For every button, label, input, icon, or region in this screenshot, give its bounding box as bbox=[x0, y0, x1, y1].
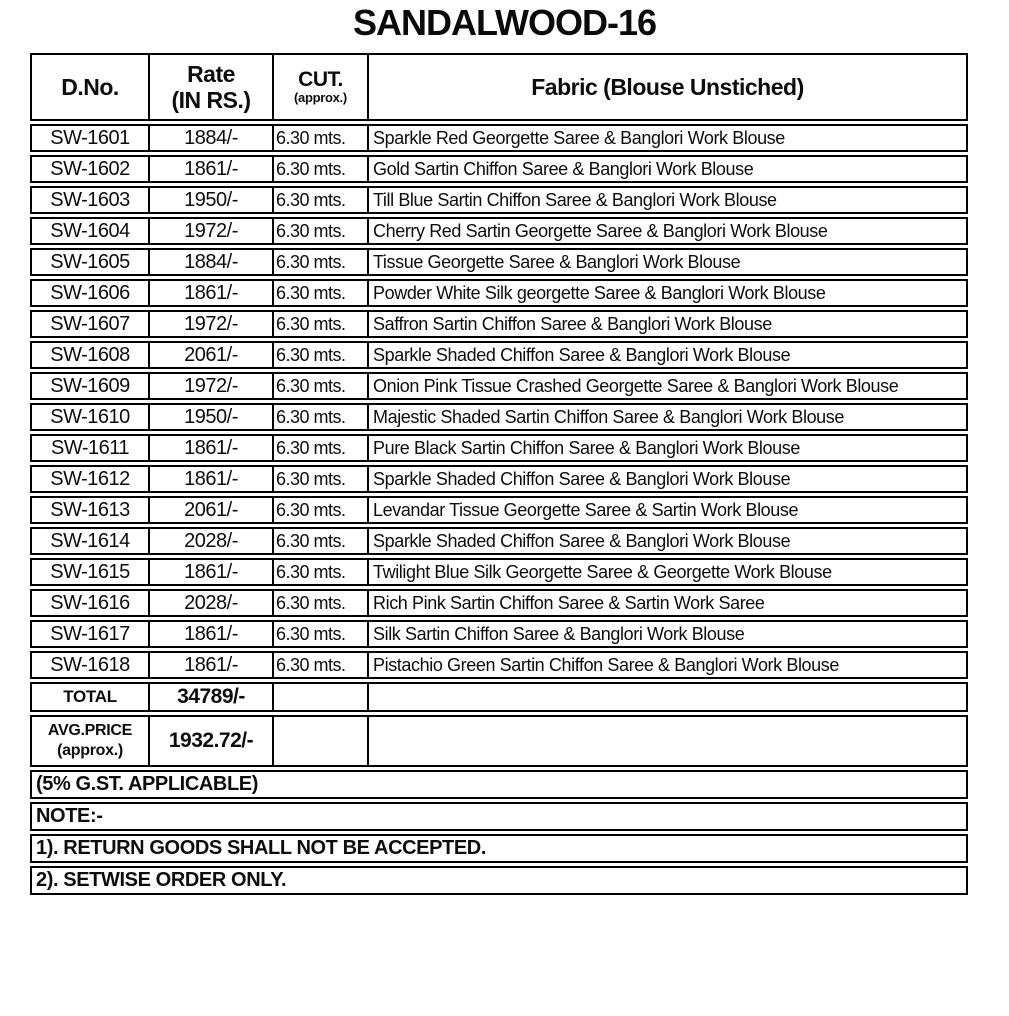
col-header-cut-line1: CUT. bbox=[298, 67, 343, 91]
table-summary bbox=[30, 682, 968, 767]
fabric-cell: Levandar Tissue Georgette Saree & Sartin Work Blouse bbox=[367, 496, 968, 524]
cut-cell: 6.30 mts. bbox=[272, 558, 367, 586]
rate-cell: 1861/- bbox=[148, 465, 272, 493]
note-1-text: 1). RETURN GOODS SHALL NOT BE ACCEPTED. bbox=[30, 834, 968, 863]
header-row bbox=[30, 53, 968, 121]
cut-cell: 6.30 mts. bbox=[272, 527, 367, 555]
rate-cell: 1884/- bbox=[148, 248, 272, 276]
cut-cell: 6.30 mts. bbox=[272, 310, 367, 338]
col-header-rate-line1: Rate bbox=[187, 60, 235, 87]
cut-cell: 6.30 mts. bbox=[272, 248, 367, 276]
fabric-cell: Pure Black Sartin Chiffon Saree & Banglori Work Blouse bbox=[367, 434, 968, 462]
fabric-cell: Sparkle Shaded Chiffon Saree & Banglori Work Blouse bbox=[367, 465, 968, 493]
dno-cell: SW-1603 bbox=[30, 186, 148, 214]
rate-cell: 1861/- bbox=[148, 651, 272, 679]
cut-cell: 6.30 mts. bbox=[272, 155, 367, 183]
dno-cell: SW-1615 bbox=[30, 558, 148, 586]
table-row bbox=[30, 186, 968, 214]
dno-cell: SW-1616 bbox=[30, 589, 148, 617]
dno-cell: SW-1618 bbox=[30, 651, 148, 679]
dno-cell: SW-1601 bbox=[30, 124, 148, 152]
fabric-cell: Majestic Shaded Sartin Chiffon Saree & Banglori Work Blouse bbox=[367, 403, 968, 431]
rate-cell: 1972/- bbox=[148, 217, 272, 245]
dno-cell: SW-1617 bbox=[30, 620, 148, 648]
table-row bbox=[30, 558, 968, 586]
cut-cell: 6.30 mts. bbox=[272, 124, 367, 152]
table-row bbox=[30, 465, 968, 493]
table-body bbox=[30, 124, 968, 679]
dno-cell: SW-1610 bbox=[30, 403, 148, 431]
avg-price-label-line1: AVG.PRICE bbox=[47, 722, 133, 739]
col-header-cut-line2: (approx.) bbox=[294, 89, 347, 105]
table-row bbox=[30, 496, 968, 524]
total-row bbox=[30, 682, 968, 712]
dno-cell: SW-1602 bbox=[30, 155, 148, 183]
avg-cut-empty-cell bbox=[272, 715, 367, 767]
total-value: 34789/- bbox=[148, 682, 272, 712]
price-list-table bbox=[30, 50, 968, 898]
fabric-cell: Sparkle Red Georgette Saree & Banglori Work Blouse bbox=[367, 124, 968, 152]
note-row-1 bbox=[30, 834, 968, 863]
table-row bbox=[30, 341, 968, 369]
rate-cell: 1861/- bbox=[148, 558, 272, 586]
cut-cell: 6.30 mts. bbox=[272, 620, 367, 648]
dno-cell: SW-1611 bbox=[30, 434, 148, 462]
dno-cell: SW-1612 bbox=[30, 465, 148, 493]
cut-cell: 6.30 mts. bbox=[272, 465, 367, 493]
rate-cell: 2061/- bbox=[148, 496, 272, 524]
fabric-cell: Silk Sartin Chiffon Saree & Banglori Work Blouse bbox=[367, 620, 968, 648]
avg-price-value: 1932.72/- bbox=[148, 715, 272, 767]
note-row-label bbox=[30, 802, 968, 831]
table-row bbox=[30, 403, 968, 431]
cut-cell: 6.30 mts. bbox=[272, 589, 367, 617]
total-cut-empty-cell bbox=[272, 682, 367, 712]
rate-cell: 1972/- bbox=[148, 310, 272, 338]
col-header-rate-line2: (IN RS.) bbox=[171, 87, 251, 113]
rate-cell: 1861/- bbox=[148, 279, 272, 307]
fabric-cell: Gold Sartin Chiffon Saree & Banglori Work Blouse bbox=[367, 155, 968, 183]
col-header-fabric-label: Fabric (Blouse Unstiched) bbox=[531, 73, 804, 100]
dno-cell: SW-1604 bbox=[30, 217, 148, 245]
page-title: SANDALWOOD-16 bbox=[352, 2, 657, 43]
dno-cell: SW-1613 bbox=[30, 496, 148, 524]
cut-cell: 6.30 mts. bbox=[272, 217, 367, 245]
dno-cell: SW-1608 bbox=[30, 341, 148, 369]
avg-price-label-line2: (approx.) bbox=[57, 742, 123, 759]
table-row bbox=[30, 217, 968, 245]
fabric-cell: Rich Pink Sartin Chiffon Saree & Sartin Work Saree bbox=[367, 589, 968, 617]
table-row bbox=[30, 155, 968, 183]
rate-cell: 1950/- bbox=[148, 403, 272, 431]
col-header-dno-label: D.No. bbox=[61, 73, 119, 100]
gst-note-text: (5% G.ST. APPLICABLE) bbox=[30, 770, 968, 799]
rate-cell: 1950/- bbox=[148, 186, 272, 214]
cut-cell: 6.30 mts. bbox=[272, 341, 367, 369]
dno-cell: SW-1607 bbox=[30, 310, 148, 338]
rate-cell: 1861/- bbox=[148, 434, 272, 462]
table-notes bbox=[30, 770, 968, 895]
cut-cell: 6.30 mts. bbox=[272, 279, 367, 307]
note-row-gst bbox=[30, 770, 968, 799]
table-row bbox=[30, 620, 968, 648]
fabric-cell: Sparkle Shaded Chiffon Saree & Banglori Work Blouse bbox=[367, 527, 968, 555]
table-row bbox=[30, 279, 968, 307]
dno-cell: SW-1606 bbox=[30, 279, 148, 307]
dno-cell: SW-1605 bbox=[30, 248, 148, 276]
col-header-rate bbox=[148, 53, 272, 121]
table-row bbox=[30, 589, 968, 617]
avg-fabric-empty-cell bbox=[367, 715, 968, 767]
rate-cell: 2028/- bbox=[148, 589, 272, 617]
table-row bbox=[30, 434, 968, 462]
rate-cell: 1972/- bbox=[148, 372, 272, 400]
table-row bbox=[30, 310, 968, 338]
avg-price-label bbox=[30, 715, 148, 767]
cut-cell: 6.30 mts. bbox=[272, 651, 367, 679]
table-row bbox=[30, 651, 968, 679]
fabric-cell: Saffron Sartin Chiffon Saree & Banglori Work Blouse bbox=[367, 310, 968, 338]
fabric-cell: Till Blue Sartin Chiffon Saree & Banglori Work Blouse bbox=[367, 186, 968, 214]
cut-cell: 6.30 mts. bbox=[272, 186, 367, 214]
cut-cell: 6.30 mts. bbox=[272, 496, 367, 524]
note-2-text: 2). SETWISE ORDER ONLY. bbox=[30, 866, 968, 895]
note-row-2 bbox=[30, 866, 968, 895]
rate-cell: 2028/- bbox=[148, 527, 272, 555]
rate-cell: 1884/- bbox=[148, 124, 272, 152]
fabric-cell: Twilight Blue Silk Georgette Saree & Georgette Work Blouse bbox=[367, 558, 968, 586]
table-row bbox=[30, 527, 968, 555]
cut-cell: 6.30 mts. bbox=[272, 403, 367, 431]
rate-cell: 2061/- bbox=[148, 341, 272, 369]
table-row bbox=[30, 372, 968, 400]
table-row bbox=[30, 248, 968, 276]
fabric-cell: Cherry Red Sartin Georgette Saree & Banglori Work Blouse bbox=[367, 217, 968, 245]
total-fabric-empty-cell bbox=[367, 682, 968, 712]
table-header bbox=[30, 53, 968, 121]
cut-cell: 6.30 mts. bbox=[272, 372, 367, 400]
rate-cell: 1861/- bbox=[148, 155, 272, 183]
dno-cell: SW-1614 bbox=[30, 527, 148, 555]
table-row bbox=[30, 124, 968, 152]
total-label: TOTAL bbox=[30, 682, 148, 712]
fabric-cell: Onion Pink Tissue Crashed Georgette Saree & Banglori Work Blouse bbox=[367, 372, 968, 400]
fabric-cell: Tissue Georgette Saree & Banglori Work Blouse bbox=[367, 248, 968, 276]
fabric-cell: Sparkle Shaded Chiffon Saree & Banglori Work Blouse bbox=[367, 341, 968, 369]
dno-cell: SW-1609 bbox=[30, 372, 148, 400]
col-header-cut bbox=[272, 53, 367, 121]
fabric-cell: Powder White Silk georgette Saree & Banglori Work Blouse bbox=[367, 279, 968, 307]
col-header-dno bbox=[30, 53, 148, 121]
col-header-fabric bbox=[367, 53, 968, 121]
fabric-cell: Pistachio Green Sartin Chiffon Saree & Banglori Work Blouse bbox=[367, 651, 968, 679]
cut-cell: 6.30 mts. bbox=[272, 434, 367, 462]
note-label-text: NOTE:- bbox=[30, 802, 968, 831]
avg-price-row bbox=[30, 715, 968, 767]
rate-cell: 1861/- bbox=[148, 620, 272, 648]
